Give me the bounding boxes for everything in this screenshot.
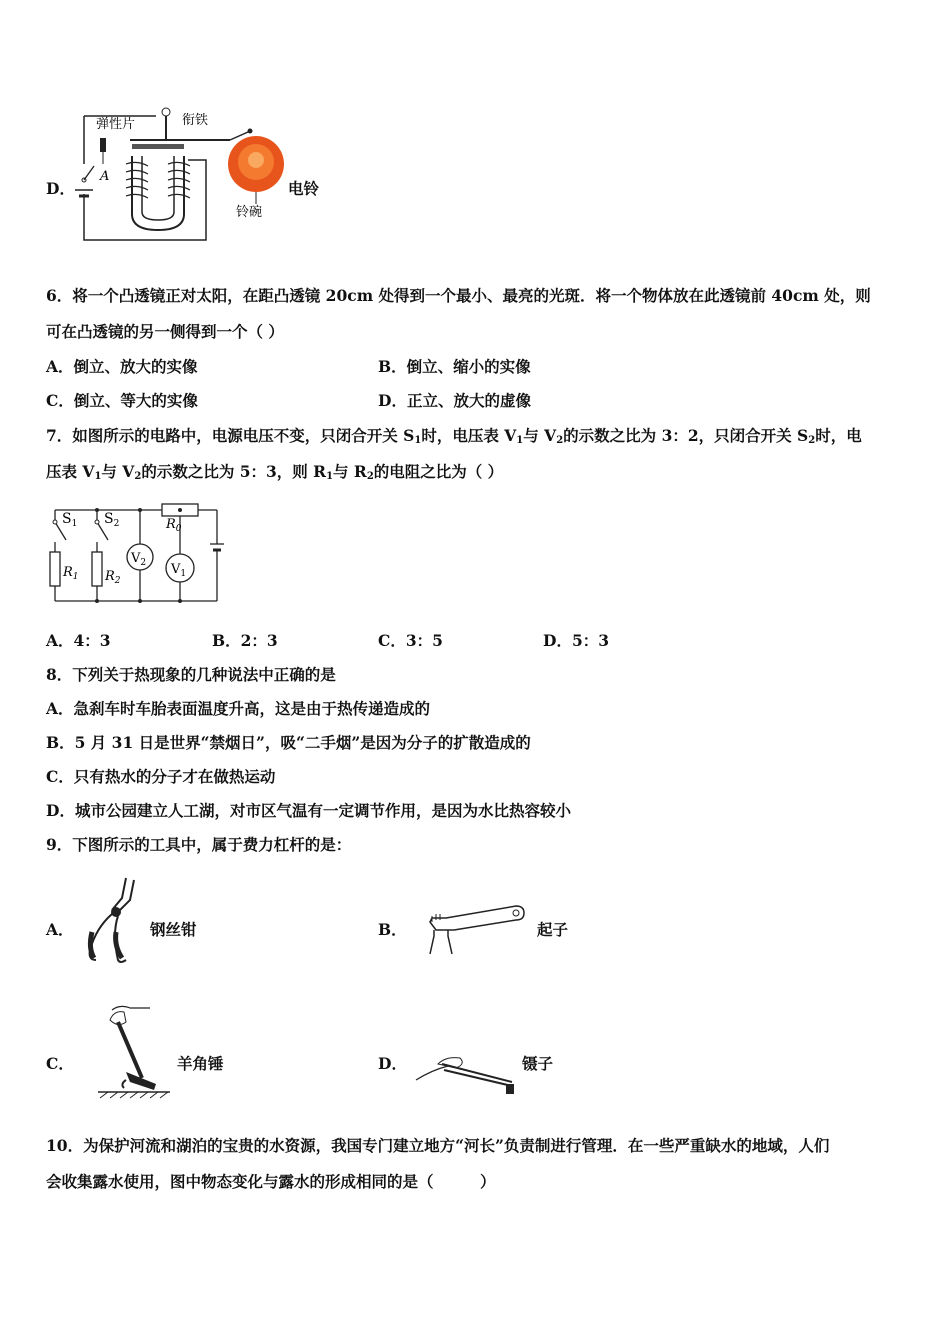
q6-stem-line2: 可在凸透镜的另一侧得到一个（ ）	[46, 322, 284, 341]
q6-option-d[interactable]: D．正立、放大的虚像	[378, 391, 531, 410]
pliers-icon	[82, 874, 144, 966]
r1-label: $R_1$	[63, 565, 79, 582]
v1-label: $V_1$	[171, 562, 187, 579]
claw-hammer-icon	[96, 1000, 172, 1100]
s1-label: $S_1$	[62, 511, 78, 529]
q9-option-d-name: 镊子	[522, 1054, 554, 1073]
electric-bell-label: 电铃	[288, 179, 320, 198]
q9-option-b-letter[interactable]: B．	[378, 920, 407, 939]
q9-option-c-name: 羊角锤	[177, 1054, 224, 1073]
q8-stem: 8．下列关于热现象的几种说法中正确的是	[46, 665, 336, 684]
q6-stem-line1: 6．将一个凸透镜正对太阳，在距凸透镜 20cm 处得到一个最小、最亮的光斑．将一个物体放在此透镜前 40cm 处，则	[46, 286, 871, 305]
q7-option-a[interactable]: A．4：3	[46, 631, 111, 650]
q5-option-d-letter: D．	[46, 179, 75, 198]
spring-label: 弹性片	[96, 117, 136, 132]
q8-option-a[interactable]: A．急刹车时车胎表面温度升高，这是由于热传递造成的	[46, 699, 431, 718]
q7-option-b[interactable]: B．2：3	[212, 631, 278, 650]
q6-option-b[interactable]: B．倒立、缩小的实像	[378, 357, 531, 376]
q6-option-c[interactable]: C．倒立、等大的实像	[46, 391, 198, 410]
circuit-diagram	[40, 492, 230, 607]
q10-stem-line1: 10．为保护河流和湖泊的宝贵的水资源，我国专门建立地方“河长”负责制进行管理．在一些严重缺水的地域，人们	[46, 1136, 830, 1155]
s2-label: $S_2$	[104, 511, 120, 529]
q7-option-c[interactable]: C．3：5	[378, 631, 443, 650]
armature-label: 衔铁	[182, 113, 209, 128]
q7-option-d[interactable]: D．5：3	[543, 631, 610, 650]
q8-option-b[interactable]: B．5 月 31 日是世界“禁烟日”，吸“二手烟”是因为分子的扩散造成的	[46, 733, 531, 752]
q9-option-b-name: 起子	[537, 920, 569, 939]
electric-bell-figure	[70, 104, 330, 244]
q9-option-c-letter[interactable]: C．	[46, 1054, 74, 1073]
r0-label: $R_0$	[166, 517, 182, 534]
q8-option-c[interactable]: C．只有热水的分子才在做热运动	[46, 767, 276, 786]
q7-stem-line1: 7．如图所示的电路中，电源电压不变，只闭合开关 $S_1$时，电压表 $V_1$与 $V_2$的示数之比为 3：2，只闭合开关 $S_2$时，电	[46, 426, 862, 446]
contact-a-label: A	[100, 169, 110, 184]
q9-option-a-name: 钢丝钳	[150, 920, 197, 939]
q9-option-d-letter[interactable]: D．	[378, 1054, 407, 1073]
q9-option-a-letter[interactable]: A．	[46, 920, 74, 939]
v2-label: $V_2$	[131, 551, 147, 568]
q6-option-a[interactable]: A．倒立、放大的实像	[46, 357, 198, 376]
r2-label: $R_2$	[105, 569, 121, 586]
q8-option-d[interactable]: D．城市公园建立人工湖，对市区气温有一定调节作用，是因为水比热容较小	[46, 801, 571, 820]
q9-stem: 9．下图所示的工具中，属于费力杠杆的是：	[46, 835, 352, 854]
bell-bowl-label: 铃碗	[236, 205, 263, 220]
q7-stem-line2: 压表 $V_1$与 $V_2$的示数之比为 5：3，则 $R_1$与 $R_2$的电阻之比为（ ）	[46, 462, 504, 482]
q10-stem-line2: 会收集露水使用，图中物态变化与露水的形成相同的是（ ）	[46, 1172, 496, 1191]
bottle-opener-icon	[420, 900, 530, 958]
tweezers-icon	[412, 1040, 522, 1100]
